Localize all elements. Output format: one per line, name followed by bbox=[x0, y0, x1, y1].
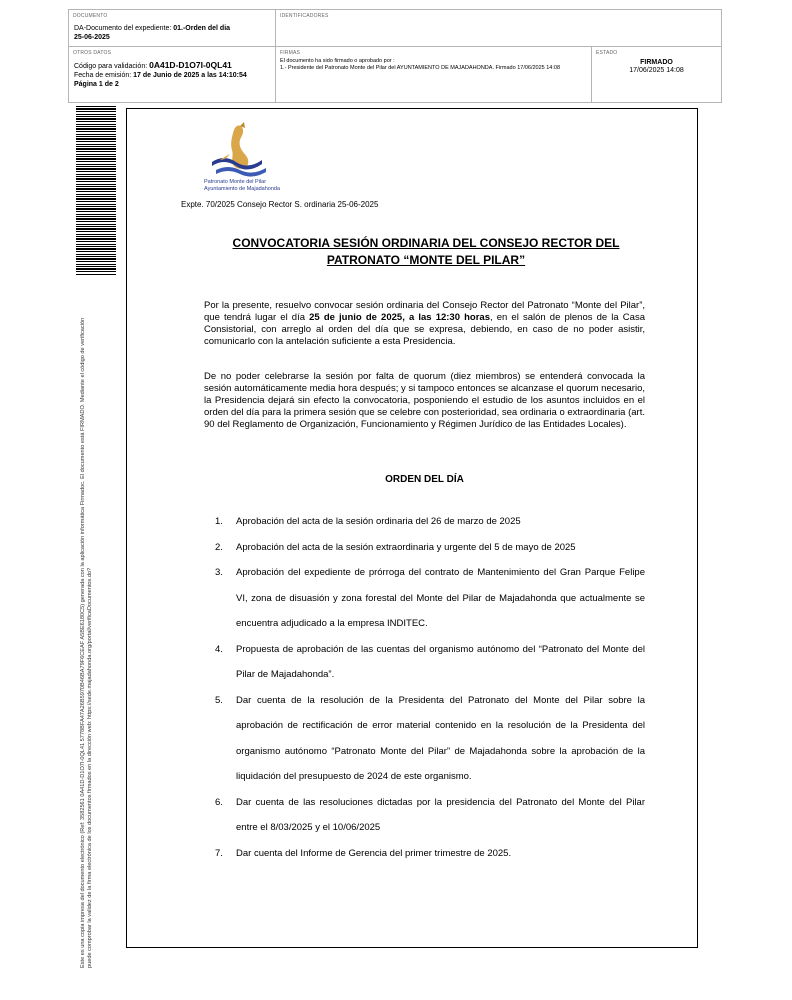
estado-label: ESTADO bbox=[596, 50, 618, 56]
verification-sidebar bbox=[80, 318, 94, 968]
firmas-label: FIRMAS bbox=[280, 50, 301, 56]
pagina-indicator: Página 1 de 2 bbox=[74, 81, 119, 88]
sidebar-line1: Este es una copia impresa del documento electrónico (Ref: 3582561 0A41D-D1O7I-0QL41 5778BFA47A26B5970B46BA79F6CEAF A5BE6180C5) generada con la aplicación informática Firmadoc. El documento está FIRMADO. Mediante el código de verificación bbox=[80, 317, 86, 968]
orden-del-dia-heading: ORDEN DEL DÍA bbox=[385, 474, 464, 485]
codigo-validacion: Código para validación: 0A41D-D1O7I-0QL41 bbox=[74, 60, 232, 70]
agenda-item: 6. Dar cuenta de las resoluciones dictadas por la presidencia del Patronato del Monte del Pilar entre el 8/03/2025 y el 10/06/2025 bbox=[215, 796, 645, 833]
document-title: CONVOCATORIA SESIÓN ORDINARIA DEL CONSEJO RECTOR DEL PATRONATO “MONTE DEL PILAR” bbox=[232, 236, 620, 267]
agenda-item: 5. Dar cuenta de la resolución de la Presidenta del Patronato del Monte del Pilar sobre la aprobación de rectificación de error material contenido en la resolución de la Presidenta del organismo autónomo “Patronato Monte del Pilar” de Majadahonda sobre la aprobación de la liquidación del presupuesto de 2024 de este organismo. bbox=[215, 694, 645, 782]
agenda-list bbox=[215, 509, 645, 866]
estado-value: FIRMADO bbox=[640, 59, 673, 66]
expediente-reference: Expte. 70/2025 Consejo Rector S. ordinaria 25-06-2025 bbox=[181, 200, 379, 209]
agenda-item: 7. Dar cuenta del Informe de Gerencia del primer trimestre de 2025. bbox=[215, 847, 512, 859]
fecha-emision: Fecha de emisión: 17 de Junio de 2025 a las 14:10:54 bbox=[74, 72, 247, 79]
firmas-cell bbox=[276, 47, 592, 102]
otros-datos-cell bbox=[69, 47, 276, 102]
firmas-line1: El documento ha sido firmado o aprobado por : bbox=[280, 58, 395, 64]
firmas-line2: 1.- Presidente del Patronato Monte del Pilar del AYUNTAMIENTO DE MAJADAHONDA. Firmado 17/06/2025 14:08 bbox=[280, 65, 561, 71]
logo-caption: Patronato Monte del Pilar Ayuntamiento de Majadahonda bbox=[204, 179, 281, 192]
agenda-item: 2. Aprobación del acta de la sesión extraordinaria y urgente del 5 de mayo de 2025 bbox=[215, 541, 576, 553]
otros-datos-label: OTROS DATOS bbox=[73, 50, 112, 56]
estado-cell bbox=[592, 47, 721, 102]
agenda-item: 3. Aprobación del expediente de prórroga del contrato de Mantenimiento del Gran Parque Felipe VI, zona de disuasión y zona forestal del Monte del Pilar de Majadahonda que actualmente se encuentra adjudicado a la empresa INDITEC. bbox=[215, 567, 645, 629]
identificadores-cell bbox=[276, 10, 721, 47]
paragraph-convocatoria: Por la presente, resuelvo convocar sesión ordinaria del Consejo Rector del Patronato “Monte del Pilar”, que tendrá lugar el día 25 de junio de 2025, a las 12:30 horas, en el salón de plenos de la Casa Consistorial, con arreglo al orden del día que se expresa, debiendo, en caso de no poder asistir, comunicarlo con la antelación suficiente a esta Presidencia. bbox=[204, 300, 645, 347]
agenda-item: 4. Propuesta de aprobación de las cuentas del organismo autónomo del “Patronato del Monte del Pilar de Majadahonda”. bbox=[215, 643, 645, 680]
estado-fecha: 17/06/2025 14:08 bbox=[629, 67, 684, 74]
sidebar-line2: puede comprobar la validez de la firma electrónica de los documentos firmados en la dirección web: https://sede.majadahonda.org/portal/verificaDocumentos.do? bbox=[87, 567, 93, 968]
documento-cell bbox=[69, 10, 276, 47]
header-table bbox=[68, 9, 722, 103]
paragraph-quorum: De no poder celebrarse la sesión por falta de quorum (diez miembros) se entenderá convocada la sesión automáticamente media hora después; y si tampoco entonces se alcanzase el quorum necesario, la Presidencia dejará sin efecto la convocatoria, posponiendo el estudio de los asuntos incluidos en el orden del día para la primera sesión que se celebre con posterioridad, sea ordinaria o extraordinaria (art. 90 del Reglamento de Organización, Funcionamiento y Régimen Jurídico de las Entidades Locales). bbox=[204, 371, 645, 430]
identificadores-label: IDENTIFICADORES bbox=[280, 13, 329, 19]
documento-value: DA-Documento del expediente: 01.-Orden del dia 25-06-2025 bbox=[74, 25, 231, 41]
documento-label: DOCUMENTO bbox=[73, 13, 108, 19]
agenda-item: 1. Aprobación del acta de la sesión ordinaria del 26 de marzo de 2025 bbox=[215, 516, 521, 527]
barcode bbox=[76, 106, 116, 276]
